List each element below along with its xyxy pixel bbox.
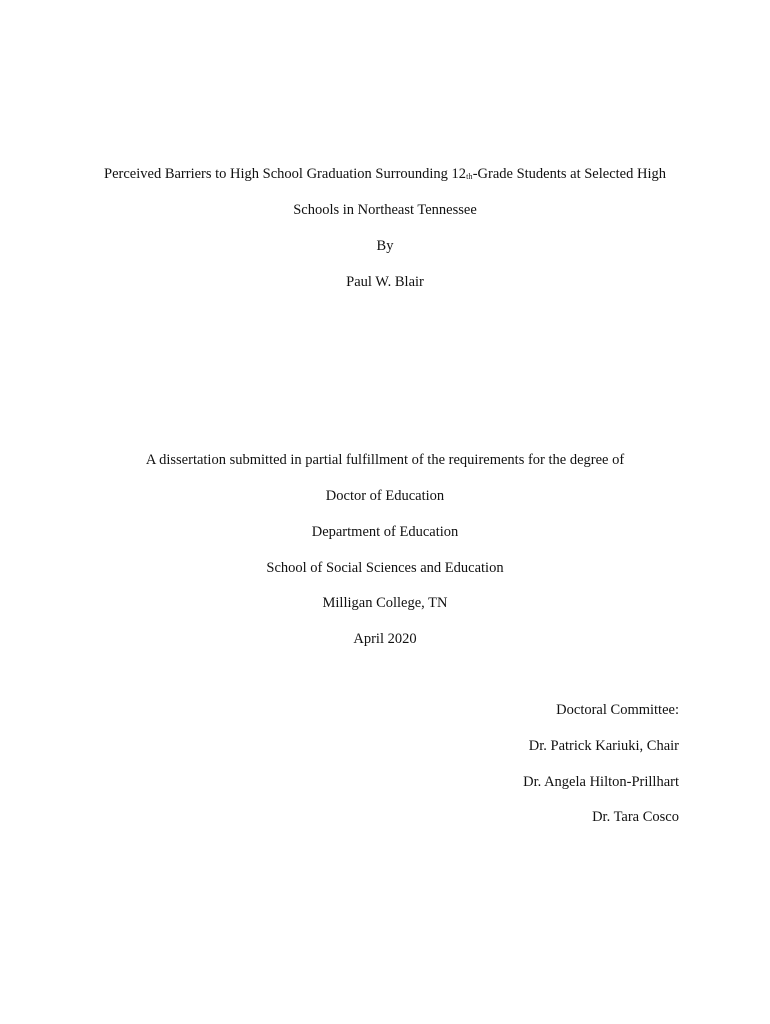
institution-name: Milligan College, TN: [322, 595, 448, 611]
committee-member: Dr. Tara Cosco: [592, 809, 679, 825]
submission-statement: A dissertation submitted in partial fulfillment of the requirements for the degree of: [145, 452, 625, 468]
school-name: School of Social Sciences and Education: [266, 560, 504, 576]
title-line-1: [0, 165, 770, 186]
committee-member-chair: Dr. Patrick Kariuki, Chair: [528, 738, 679, 754]
department-name: Department of Education: [311, 524, 459, 540]
degree-name: Doctor of Education: [325, 488, 445, 504]
author-name: Paul W. Blair: [346, 274, 424, 290]
committee-member: Dr. Angela Hilton-Prillhart: [523, 774, 679, 790]
title-line-1-end: -Grade Students at Selected High: [472, 166, 666, 182]
title-line-2: Schools in Northeast Tennessee: [293, 202, 477, 218]
submission-date: April 2020: [353, 631, 417, 647]
committee-heading: Doctoral Committee:: [556, 702, 679, 718]
byline-by: By: [376, 238, 394, 254]
title-ordinal-suffix: th: [466, 172, 473, 181]
title-line-1-start: Perceived Barriers to High School Graduation Surrounding 12: [104, 166, 467, 182]
